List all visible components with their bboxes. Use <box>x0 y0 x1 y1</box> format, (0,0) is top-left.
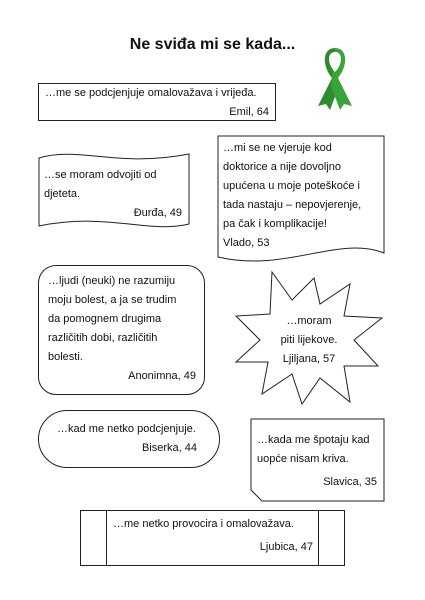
right-side-bar <box>318 511 319 565</box>
quote-slavica <box>250 418 385 502</box>
quote-text-line: …kada me špotaju kad <box>257 434 370 446</box>
quote-author: Vlado, 53 <box>223 237 270 249</box>
quote-author: Đurđa, 49 <box>133 207 182 219</box>
quote-vlado <box>217 135 385 270</box>
quote-text-line: doktorice a nije dovoljno <box>223 161 342 173</box>
quote-text-line: tada nastaju – nepovjerenje, <box>223 199 362 211</box>
awareness-ribbon-icon <box>312 44 358 110</box>
quote-text-line: …se moram odvojiti od <box>44 169 157 181</box>
quote-ljubica <box>80 510 345 566</box>
quote-text-line: pa čak i komplikacije! <box>223 218 327 230</box>
quote-author: Emil, 64 <box>229 106 269 118</box>
quote-author: Ljubica, 47 <box>259 541 313 553</box>
quote-text-line: …moram <box>286 315 332 327</box>
quote-text-line: upućena u moje poteškoće i <box>223 180 360 192</box>
quote-text-line: …ljudi (neuki) ne razumiju <box>48 275 176 287</box>
quote-text: …kad me netko podcjenjuje. <box>57 423 196 435</box>
quote-anonimna <box>38 265 205 395</box>
quote-ljiljana <box>232 270 386 406</box>
quote-text: …me netko provocira i omalovažava. <box>113 518 294 530</box>
quote-text-line: djeteta. <box>44 188 81 200</box>
quote-biserka <box>38 410 220 468</box>
quote-emil <box>38 83 276 121</box>
left-side-bar <box>106 511 107 565</box>
quote-durda <box>38 150 190 230</box>
quote-text-line: bolesti. <box>48 351 83 363</box>
quote-text-line: različitih dobi, različitih <box>48 332 158 344</box>
quote-text: …me se podcjenjuje omalovažava i vrijeđa. <box>45 87 257 99</box>
quote-author: Slavica, 35 <box>323 476 377 488</box>
quote-text-line: moju bolest, a ja se trudim <box>48 294 177 306</box>
quote-author: Ljiljana, 57 <box>282 353 336 365</box>
page-title: Ne sviđa mi se kada... <box>129 36 296 53</box>
quote-text-line: da pomognem drugima <box>48 313 162 325</box>
quote-text-line: …mi se ne vjeruje kod <box>223 142 332 154</box>
quote-author: Anonimna, 49 <box>128 370 196 382</box>
quote-text-line: piti lijekove. <box>280 334 338 346</box>
quote-text-line: uopće nisam kriva. <box>257 453 349 465</box>
quote-author: Biserka, 44 <box>141 442 197 454</box>
